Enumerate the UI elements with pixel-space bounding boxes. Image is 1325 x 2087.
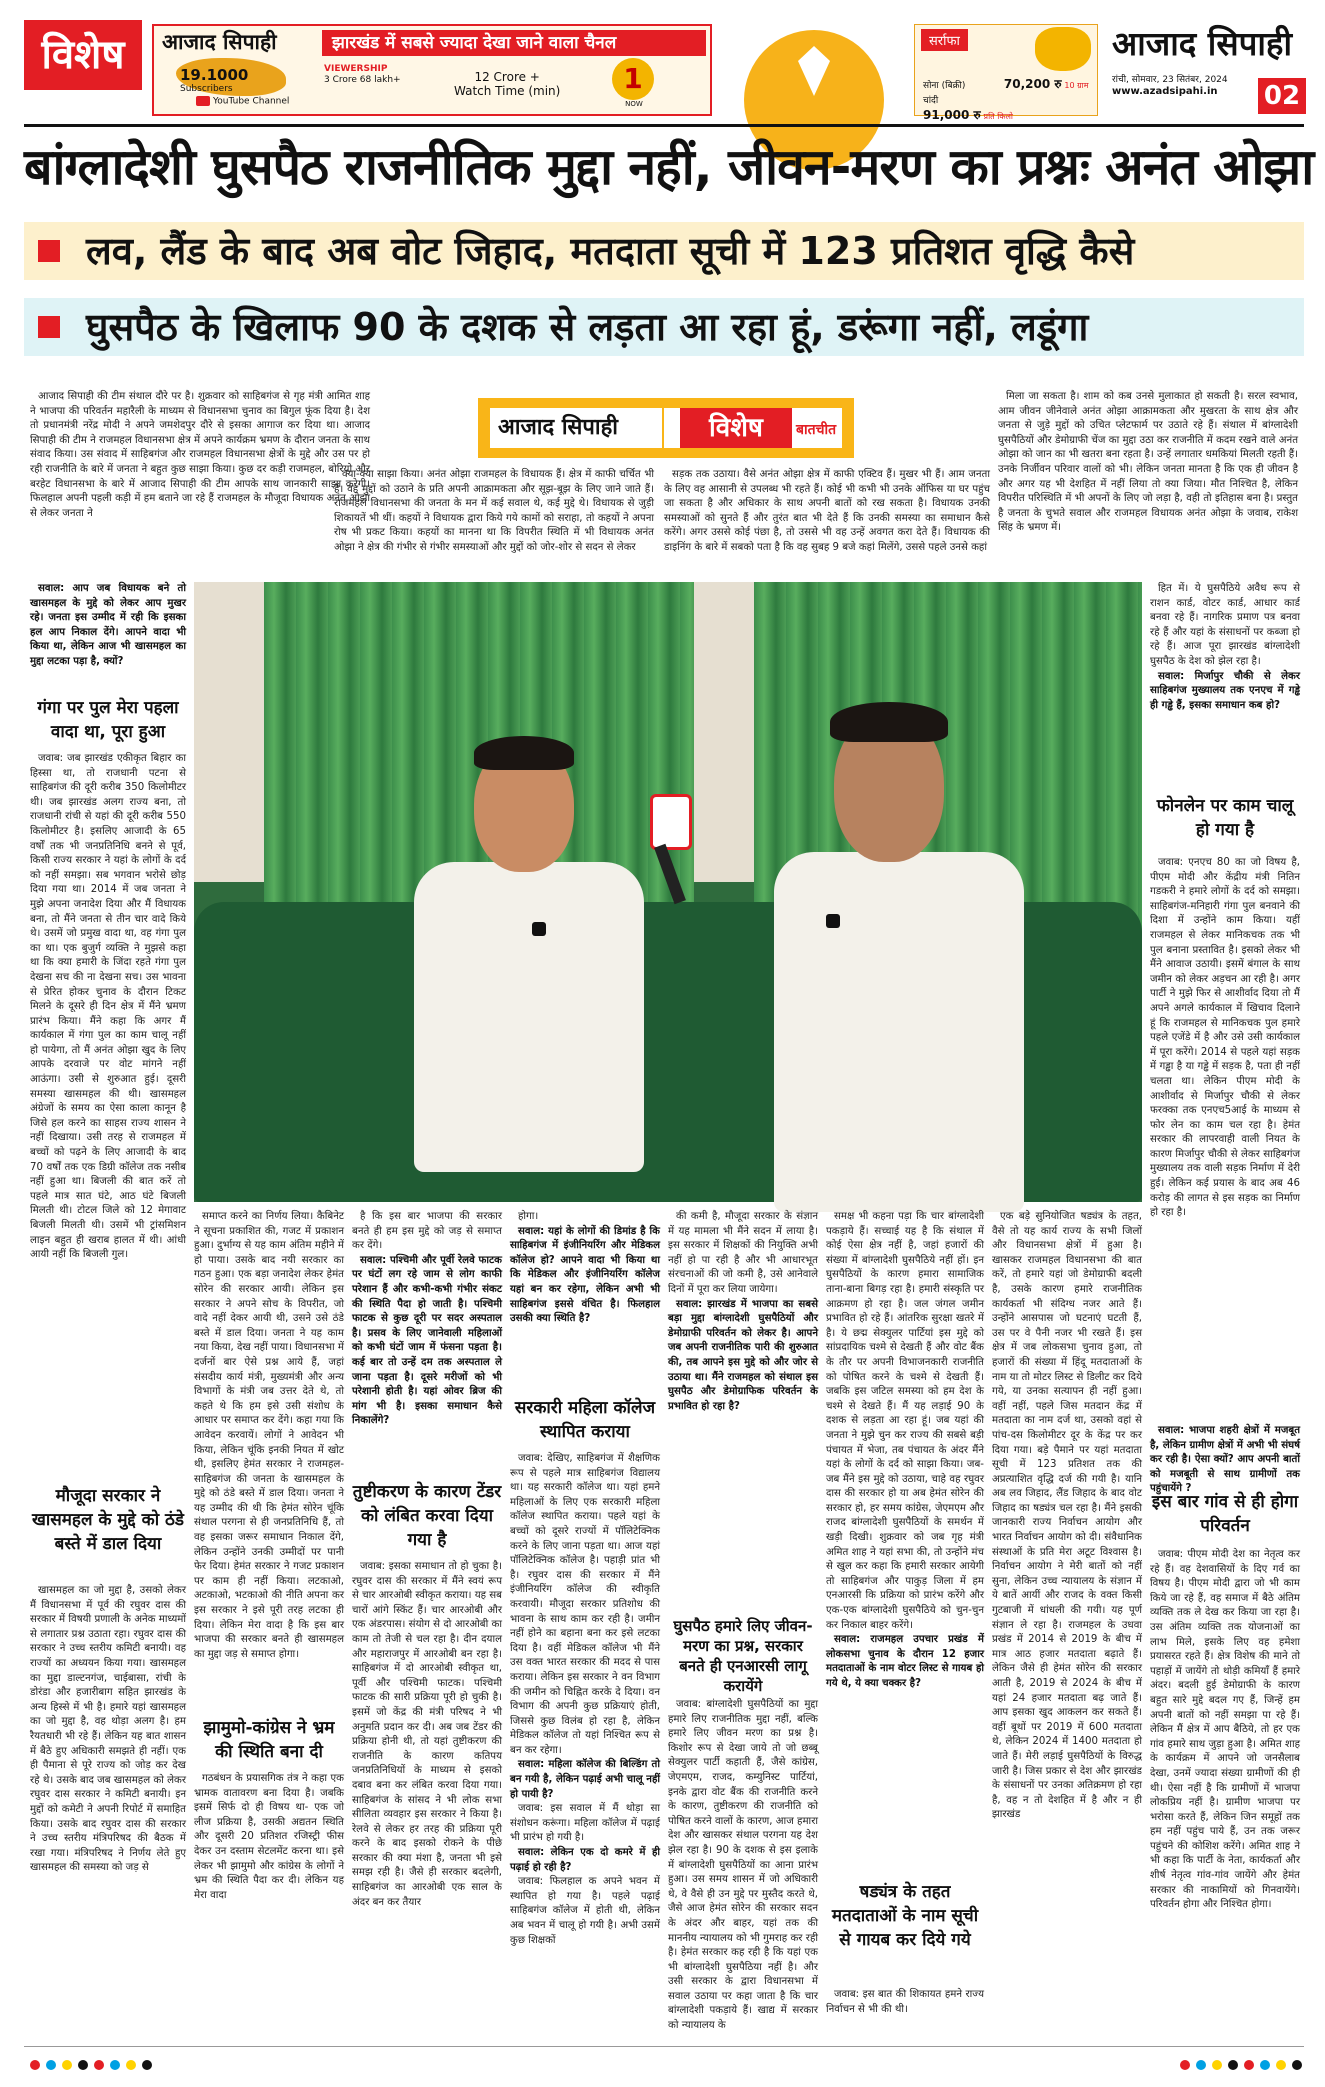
rate-value: 91,000 रु <box>923 108 981 122</box>
registration-dot-icon <box>94 2060 104 2070</box>
watch-time <box>454 70 560 98</box>
subscriber-count <box>180 66 248 94</box>
registration-dot-icon <box>1260 2060 1270 2070</box>
registration-dot-icon <box>1244 2060 1254 2070</box>
bottom-column-3b <box>352 1560 502 2042</box>
answer-text: जवाब: जब झारखंड एकीकृत बिहार का हिस्सा था, तो राजधानी पटना से साहिबगंज की दूरी करीब 350 किलोमीटर थी। जब झारखंड अलग राज्य बना, तो राजधानी रांची से यहां की दूरी करीब 550 किलोमीटर है। इसलिए आजादी के 65 वर्षों तक भी जनप्रतिनिधि बनने से पूर्व, किसी राज्य सरकार ने यहां के लोगों के दर्द को नहीं समझा। सब भगवान भरोसे छोड़ दिया गया था। 2014 में जब जनता ने मुझे अपना जनादेश दिया और मैं विधायक बना, तो मैंने जनता से तीन चार वादे किये थे। उसमें जो प्रमुख वादा था, वह गंगा पुल का था। एक बुजुर्ग व्यक्ति ने मुझसे कहा था कि क्या हमारी के जिंदा रहते गंगा पुल देखना सच की ना देखना सच। उस भावना से प्रेरित होकर चुनाव के दौरान टिकट मिलने के दूसरे ही दिन क्षेत्र में मैंने भ्रमण प्रारंभ किया। मैंने कहा कि अगर मैं कार्यकाल में गंगा पुल का काम चालू नहीं हो पायेगा, तो मैं अनंत ओझा खुद के लिए आपके दरवाजे पर वोट मांगने नहीं आऊंगा। उसी से शुरुआत हुई। दूसरी समस्या खासमहल की थी। खासमहल अंग्रेजों के समय का ऐसा काला कानून है जिसे हल करने का साहस राज्य शासन ने नहीं दिखाया। उसी तरह से राजमहल में बच्चों को पढ़ने के लिए आजादी के बाद 70 वर्षों तक एक डिग्री कॉलेज तक नसीब नहीं हुआ था। बिजली की बात करें तो पहले मात्र सात घंटे, आठ घंटे बिजली मिलती थी। टोटल जिले को 12 मेगावाट बिजली मिलती थी। उसमें भी ट्रांसमिशन लाइन बहुत ही खराब हालत में थी। आंधी आयी नहीं कि बिजली गुल। <box>30 753 186 1261</box>
rate-label: सोना (बिक्री) <box>923 81 966 91</box>
rate-row-silver <box>923 93 1093 123</box>
intro-column-2-top <box>382 390 474 470</box>
question-1 <box>30 582 186 694</box>
question-text: सवाल: मिर्जापुर चौकी से लेकर साहिबगंज मुख्यालय तक एनएच में गड्ढे ही गड्ढे हैं, इसका समाधान कब हो? <box>1150 670 1300 711</box>
banner-inner <box>490 408 842 448</box>
bullet-square-icon <box>38 240 60 262</box>
bottom-column-3 <box>352 1210 502 1478</box>
registration-dot-icon <box>1212 2060 1222 2070</box>
footer-rule <box>24 2046 1304 2047</box>
bottom-column-4 <box>510 1210 660 1394</box>
bottom-column-5 <box>668 1210 818 1614</box>
subhead-ganga-bridge: गंगा पर पुल मेरा पहला वादा था, पूरा हुआ <box>37 698 179 742</box>
subhead-womens-college: सरकारी महिला कॉलेज स्थापित कराया <box>514 1398 656 1442</box>
body-text: है कि इस बार भाजपा की सरकार बनते ही हम इस मुद्दे को जड़ से समाप्त कर देंगे। <box>352 1211 502 1252</box>
viewership-value: 3 Crore 68 lakh+ <box>324 75 401 85</box>
youtube-badge <box>196 96 289 107</box>
viewership-label: VIEWERSHIP <box>324 64 388 74</box>
registration-dot-icon <box>142 2060 152 2070</box>
question-text: सवाल: आप जब विधायक बने तो खासमहल के मुद्दे को लेकर आप मुखर रहे। जनता इस उम्मीद में रही कि इसका हल आप निकाल देंगे। आपने वादा भी किया था, लेकिन आज भी खासमहल का मुद्दा लटका पड़ा है, क्यों? <box>30 583 186 667</box>
deck-line-2 <box>24 298 1304 356</box>
watch-time-value: 12 Crore + <box>474 70 540 84</box>
intro-text: आजाद सिपाही की टीम संथाल दौरे पर है। शुक्रवार को साहिबगंज से गृह मंत्री आमित शाह ने भाजपा की परिवर्तन महारैली के माध्यम से विधानसभा चुनाव का बिगुल फूंक दिया है। देश तो प्रधानमंत्री नरेंद्र मोदी ने अपने जमशेदपुर दौरे से इसका आगाज कर दिया था। आजाद सिपाही की टीम ने राजमहल विधानसभा क्षेत्र में अपने कार्यक्रम भ्रमण के दौरान जनता के साथ संवाद किया। उस संवाद में साहिबगंज और राजमहल विधानसभा क्षेत्रों के मुद्दे और उस पर हो रही राजनीति के बारे में जनता ने बहुत कुछ साझा किया। कुछ दर कड़ी राजमहल, बोरियो और बरहेट विधानसभा के बारे में आजाद सिपाही की टीम आपके साथ जानकारी साझा करेगी। फिलहाल अपनी पहली कड़ी में हम बताने जा रहे हैं राजमहल के मौजूदा विधायक अनंत ओझा से लेकर जनता ने <box>30 391 370 519</box>
website-url: www.azadsipahi.in <box>1112 86 1218 97</box>
body-text: समक्ष भी कहना पड़ा कि चार बांग्लादेशी पकड़ाये हैं। सच्चाई यह है कि संथाल में कोई ऐसा क्षेत्र नहीं है, जहां हजारों की संख्या में बांग्लादेशी घुसपैठिये नहीं हों। इन घुसपैठियों के कारण हमारा सामाजिक ताना-बाना बिगड़ रहा है। हमारी संस्कृति पर आक्रमण हो रहा है। जल जंगल जमीन प्रभावित हो रहे हैं। आंतरिक सुरक्षा खतरे में है। ये छद्म सेक्युलर पार्टियां इस मुद्दे को सांप्रदायिक चश्मे से देखती हैं और वोट बैंक के तौर पर अपनी विभाजनकारी राजनीति को पोषित करने के चश्मे से देखती हैं। जबकि इस जटिल समस्या को हम देश के चश्मे से देखते हैं। मैं यह लड़ाई 90 के दशक से लड़ता आ रहा हूं। जब यहां की जनता ने मुझे चुन कर राज्य की सबसे बड़ी पंचायत में भेजा, तब पंचायत के अंदर मैंने यहां के लोगों के दर्द को साझा किया। जब-जब मैंने इस मुद्दे को उठाया, चाहे वह रघुवर दास की सरकार हो या अब हेमंत सोरेन की सरकार हो, हर समय कांग्रेस, जेएमएम और राजद बांग्लादेशी घुसपैठियों के समर्थन में खड़ी दिखी। शुक्रवार को जब गृह मंत्री अमित शाह ने यहां सभा की, तो उन्होंने मंच से खुल कर कहा कि हमारी सरकार आयेगी तो साहिबगंज और पाकुड़ जिला में हम एनआरसी कि प्रक्रिया को प्रारंभ करेंगे और एक-एक बांग्लादेशी घुसपैठिये को चुन-चुन कर निकाल बाहर करेंगे। <box>826 1211 984 1631</box>
deck-line-1 <box>24 222 1304 280</box>
registration-dot-icon <box>1228 2060 1238 2070</box>
answer-text: जवाब: इस बात की शिकायत हमने राज्य निर्वाचन से भी की थी। <box>826 1989 984 2015</box>
bottom-column-4b <box>510 1452 660 2042</box>
question-rural <box>1150 1424 1300 1495</box>
gold-bag-icon <box>1035 27 1091 71</box>
answer-text: खासमहल का जो मुद्दा है, उसको लेकर मैं विधानसभा में पूर्व की रघुवर दास की सरकार में विषयी प्रणाली के अनेक माध्यमों से लगातार प्रश्न उठाता रहा। रघुवर दास की सरकार ने उच्च स्तरीय कमिटी बनायी। वह राज्यों का अध्ययन किया गया। खासमहल का मुद्दा डाल्टनगंज, चाईबासा, रांची के डोरंडा और हजारीबाग सहित झारखंड के अन्य हिस्से में भी है। हमारे यहां खासमहल का जो मुद्दा है, वह थोड़ा अलग है। हम रैयतधारी भी रहे हैं। लेकिन यह बात शासन में बैठे हुए अधिकारी समझते ही नहीं। एक ही पैमाना से पूरे राज्य को जोड़ कर देख रहे थे। उसके बाद जब खासमहल को लेकर रघुवर दास सरकार ने कमिटी बनायी। इन मुद्दों को कमेटी ने अपनी रिपोर्ट में समाहित किया। उसके बाद रघुवर दास की सरकार ने उच्च स्तरीय मंत्रिपरिषद की बैठक में रखा गया। मंत्रिपरिषद ने निर्णय लेते हुए खासमहल की समस्या को जड़ से <box>30 1585 186 1874</box>
answer-text: जवाब: इसका समाधान तो हो चुका है। रघुवर दास की सरकार में मैंने स्वयं रूप से चार आरओबी स्वीकृत कराया। यह सब चारों आंगे स्किंट हैं। चार आरओबी और एक अंडरपास। संयोग से दो आरओबी का काम तो तेजी से चल रहा है। दीन दयाल और महाराजपुर में आरओबी बन रहा है। साहिबगंज में दो आरओबी स्वीकृत था, पूर्वी और पश्चिमी फाटक। पश्चिमी फाटक की सारी प्रक्रिया पूरी हो चुकी है। इसमें जो केंद्र की मंत्री परिषद ने भी अनुमति प्रदान कर दी। अब जब टेंडर की प्रक्रिया होनी थी, तो यहां तुष्टीकरण की राजनीति के कारण कतिपय जनप्रतिनिधियों के माध्यम से इसको दबाव बना कर लंबित करवा दिया गया। साहिबगंज के सांसद ने भी लोक सभा सीलिता व्यवहार इस सरकार ने किया है। रेलवे से लेकर हर तरह की प्रक्रिया पूरी करने के बाद इसको रोकने के पीछे सरकार की क्या मंशा है, जनता भी इसे समझ रही है। जैसे ही सरकार बदलेगी, साहिबगंज का आरओबी एक साल के अंदर बन कर तैयार <box>352 1561 503 1908</box>
subhead-confusion: झामुमो-कांग्रेस ने भ्रम की स्थिति बना दी <box>203 1718 335 1762</box>
right-column-text <box>1150 582 1300 778</box>
subhead-village-change: इस बार गांव से ही होगा परिवर्तन <box>1151 1492 1299 1536</box>
subhead-fourlane: फोनलेन पर काम चालू हो गया है <box>1156 796 1294 840</box>
intro-column-3 <box>664 468 990 574</box>
registration-dot-icon <box>1180 2060 1190 2070</box>
question-text: सवाल: लेकिन एक दो कमरे में ही पढ़ाई हो रही है? <box>510 1847 660 1873</box>
answer-text: जवाब: इस सवाल में मैं थोड़ा सा संशोधन करूंगा। महिला कॉलेज में पढ़ाई भी प्रारंभ हो गयी है। <box>510 1803 660 1844</box>
rate-value: 70,200 रु <box>1003 77 1062 91</box>
banner-divider <box>662 408 664 448</box>
reporter-hair <box>830 702 948 742</box>
bottom-column-2 <box>194 1210 344 1712</box>
answer-nh80 <box>1150 856 1300 1424</box>
viewership <box>324 64 401 86</box>
question-text: सवाल: पश्चिमी और पूर्वी रेलवे फाटक पर घंटों लग रहे जाम से लोग काफी परेशान हैं और कभी-कभी गंभीर संकट की स्थिति पैदा हो जाती है। पश्चिमी फाटक से कुछ दूरी पर सदर अस्पताल है। प्रसव के लिए जानेवाली महिलाओं को कभी घंटों जाम में फंसना पड़ता है। कई बार तो उन्हें दम तक अस्पताल ले जाना पड़ता है। दूसरे मरीजों को भी परेशानी होती है। यहां ओवर ब्रिज की मांग भी है। इसका समाधान कैसे निकालेंगे? <box>352 1254 502 1427</box>
date-line: रांची, सोमवार, 23 सितंबर, 2024 <box>1112 75 1228 85</box>
answer-1 <box>30 752 186 1480</box>
body-text: होगा। <box>518 1211 539 1222</box>
pen-nib-logo <box>724 20 904 116</box>
subscriber-label: Subscribers <box>180 84 233 94</box>
politician-hair <box>474 736 574 770</box>
intro-text: क्या-क्या साझा किया। अनंत ओझा राजमहल के विधायक हैं। क्षेत्र में काफी चर्चित भी हैं। वह मुद्दों को उठाने के प्रति अपनी आक्रामकता और सूझ-बूझ के लिए जाने जाते हैं। राजमहल विधानसभा की जनता के मन में कई सवाल थे, कई मुद्दे थे। विधायक से जुड़ी शिकायतें भी थीं। कहयों ने विधायक द्वारा किये गये कामों को सराहा, तो कहयों ने अपना रोष भी प्रकट किया। कहयों का मानना था कि विपरीत स्थिति में भी विधायक अनंत ओझा ने क्षेत्र की गंभीर से गंभीर समस्याओं और मुद्दों को जोर-शोर से सदन से लेकर <box>334 469 654 553</box>
subhead-tender: तुष्टीकरण के कारण टेंडर को लंबित करवा दिया गया है <box>352 1482 502 1550</box>
rate-unit: प्रति किलो <box>983 112 1013 121</box>
intro-text: मिला जा सकता है। शाम को कब उनसे मुलाकात हो सकती है। सरल स्वभाव, आम जीवन जीनेवाले अनंत ओझा आक्रामकता और मुखरता के साथ क्षेत्र और जनता से जुड़े मुद्दों को उचित प्लेटफार्म पर उठाते रहे हैं। संथाल में बांग्लादेशी घुसपैठियों और डेमोग्राफी चेंज का मुद्दा उठा कर राजनीति में कदम रखने वाले अनंत ओझा को जान का भी खतरा बना रहता है। उन्हें लगातार धमकियां मिलती रहती हैं। उनके निर्जीवन परिवार वालों को भी। लेकिन जनता मानता है कि एक ही जीवन है और अगर यह भी देशहित में नहीं लिया तो क्या जिया। मौत निश्चित है, लेकिन विपरीत परिस्थिति में भी अपनों के लिए जो लड़ा है, वही तो इतिहास बना है। प्रस्तुत है जनता के चुभते सवाल और राजमहल विधायक अनंत ओझा के जवाब, राकेश सिंह के भ्रमण में। <box>998 391 1298 534</box>
answer-text: जवाब: देखिए, साहिबगंज में शैक्षणिक रूप से पहले मात्र साहिबगंज विद्यालय था। यह सरकारी कॉलेज था। यहां हमने महिलाओं के लिए एक सरकारी महिला कॉलेज स्थापित कराया। पहले यहां के बच्चों को दूसरे राज्यों में पॉलिटेक्निक करने के लिए जाना पड़ता था। आज यहां पॉलिटेक्निक कॉलेज है। पहाड़ी प्रांत भी है। रघुवर दास की सरकार में मैंने इंजीनियरिंग कॉलेज की स्वीकृति करवायी। मौजूदा सरकार प्रतिशोध की भावना के साथ काम कर रही है। जमीन नहीं होने का बहाना बना कर इसे लटका दिया है। वहीं मेडिकल कॉलेज भी मैंने उस वक्त भारत सरकार की मदद से पास कराया। लेकिन इस सरकार ने वन विभाग की जमीन को चिह्नित करके दे दिया। वन विभाग की अपनी कुछ प्रक्रियाएं होती, जिससे कुछ विलंब हो रहा है, लेकिन मेडिकल कॉलेज तो यहां निश्चित रूप से बन कर रहेगा। <box>510 1453 660 1756</box>
registration-dot-icon <box>1196 2060 1206 2070</box>
main-headline: बांग्लादेशी घुसपैठ राजनीतिक मुद्दा नहीं, जीवन-मरण का प्रश्नः अनंत ओझा <box>24 138 1314 196</box>
bottom-column-6 <box>826 1210 984 1876</box>
interview-photo <box>194 582 1142 1202</box>
body-text: हित में। ये घुसपैठिये अवैध रूप से राशन कार्ड, वोटर कार्ड, आधार कार्ड बनवा रहे हैं। नागरिक प्रमाण पत्र बनवा रहे हैं और यहां के संसाधनों पर कब्जा हो रहे हैं। आज पूरा झारखंड बांग्लादेशी घुसपैठ के देश को झेल रहा है। <box>1150 583 1300 667</box>
answer-rural <box>1150 1548 1300 2042</box>
banner-kind: बातचीत <box>796 422 837 438</box>
registration-dot-icon <box>1292 2060 1302 2070</box>
newspaper-name: आजाद सिपाही <box>1112 24 1292 63</box>
deck-text: लव, लैंड के बाद अब वोट जिहाद, मतदाता सूची में 123 प्रतिशत वृद्धि कैसे <box>86 229 1135 273</box>
white-kurta <box>414 862 644 1172</box>
ad-left-panel <box>162 28 312 114</box>
section-banner <box>478 398 854 458</box>
youtube-label: YouTube Channel <box>213 96 290 107</box>
answer-text: जवाब: एनएच 80 का जो विषय है, पीएम मोदी और केंद्रीय मंत्री नितिन गडकरी ने हमारे लोगों के दर्द को समझा। साहिबगंज-मनिहारी गंगा पुल बनवाने की दिशा में उन्होंने काम किया। यहीं राजमहल से लेकर मानिकचक तक भी पुल बनाना प्रस्तावित है। इसको लेकर भी मैंने आवाज उठायी। इसमें बंगाल के साथ जमीन को लेकर अड़चन आ रही है। अगर पार्टी ने मुझे फिर से आशीर्वाद दिया तो मैं अपने अगले कार्यकाल में खिचाव दिलाने हूं कि राजमहल से मानिकचक पुल हमारे पहले एजेंडे में है और उसे उसी कार्यकाल में पूरा करेंगे। 2014 से पहले यहां सड़क में गड्ढा है या गड्ढे में सड़क है, पता ही नहीं चलता था। लेकिन पीएम मोदी के आशीर्वाद से मिर्जापुर चौकी से लेकर फरक्का तक एनएच5आई के माध्यम से फोर लेन का काम चल रहा है। हेमंत सरकार की लापरवाही वाली नियत के कारण मिर्जापुर चौकी से लेकर साहिबगंज मुख्यालय तक वाली सड़क निर्माण में देरी हुई। लेकिन कई प्रयास के बाद अब 46 करोड़ की लागत से इस सड़क का निर्माण हो रहा है। <box>1150 857 1300 1219</box>
rank-label: NOW <box>625 100 643 108</box>
question-text: सवाल: यहां के लोगों की डिमांड है कि साहिबगंज में इंजीनियरिंग और मेडिकल कॉलेज हो? आपने वादा भी किया था कि मेडिकल और इंजीनियरिंग कॉलेज यहां बन कर रहेगा, लेकिन अभी भी साहिबगंज इससे वंचित है। फिलहाल उसकी क्या स्थिति है? <box>510 1225 660 1325</box>
subscriber-value: 19.1000 <box>180 66 249 84</box>
masthead-divider <box>24 124 1304 127</box>
page-number: 02 <box>1258 78 1306 114</box>
masthead <box>24 20 1304 120</box>
registration-dot-icon <box>46 2060 56 2070</box>
channel-advertisement <box>152 24 712 116</box>
question-text: सवाल: भाजपा शहरी क्षेत्रों में मजबूत है, लेकिन ग्रामीण क्षेत्रों में अभी भी संघर्ष कर रही है। ऐसा क्यों? आप अपनी बातों को मजबूती से साथ ग्रामीणों तक पहुंचायेंगे ? <box>1150 1425 1300 1495</box>
body-text: एक बड़े सुनियोजित षड्यंत्र के तहत, वैसे तो यह कार्य राज्य के सभी जिलों और विधानसभा क्षेत्रों में हुआ है। खासकर राजमहल विधानसभा की बात करें, तो हमारे यहां जो डेमोग्राफी बदली है, उसके कारण हमारे राजनीतिक कार्यकर्ता भी संदिग्ध नजर आते हैं। उन्होंने आसपास जो घटनाएं घटती हैं, उस पर वे पैनी नजर भी रखते हैं। इस क्षेत्र में जब लोकसभा चुनाव हुआ, तो हजारों की संख्या में हिंदू मतदाताओं के नाम या तो मोटर लिस्ट से डिलीट कर दिये गये, या उनका सत्यापन ही नहीं हुआ। वहीं नहीं, पहले जिस मतदान केंद्र में मतदाता का नाम दर्ज था, उसको वहां से पांच-दस किलोमीटर दूर के केंद्र पर कर दिया गया। बड़े पैमाने पर यहां मतदाता सूची में 123 प्रतिशत तक की अप्रत्याशित वृद्धि दर्ज की गयी है। यानि अब लव जिहाद, लैंड जिहाद के बाद वोट जिहाद का षड्यंत्र चल रहा है। मैंने इसकी जानकारी राज्य निर्वाचन आयोग और भारत निर्वाचन आयोग को दी। संवैधानिक संस्थाओं के प्रति मेरा अटूट विश्वास है। निर्वाचन आयोग ने मेरी बातों को नहीं सुना, लेकिन उच्च न्यायालय के संज्ञान में ये बातें आयीं और राजद के वक्त किसी गुटबाजी में धांधली की गयी। यह पूर्ण संज्ञान ले रहा है। राजमहल के उधवा प्रखंड में 2014 से 2019 के बीच में मात्र आठ हजार मतदाता बढ़ाते हैं। लेकिन जैसे ही हेमंत सोरेन की सरकार आती है, 2019 से 2024 के बीच में यहां 24 हजार मतदाता बढ़ जाते हैं। आप इसका खुद आकलन कर सकते हैं। वहीं बूथों पर 2019 में 600 मतदाता थे, लेकिन 2024 में 1400 मतदाता हो जाते हैं। मेरी लड़ाई घुसपैठियों के विरुद्ध जारी है। जिस प्रकार से देश और झारखंड के संसाधनों पर उनका अतिक्रमण हो रहा है, वह न तो देशहित में है और न ही झारखंड <box>992 1211 1142 1821</box>
body-text: समाप्त करने का निर्णय लिया। कैबिनेट ने सूचना प्रकाशित की, गजट में प्रकाशन हुआ। दुर्भाग्य से यह काम अंतिम महीने में हो पाया। उसके बाद नयी सरकार का गठन हुआ। एक बड़ा जनादेश लेकर हेमंत सोरेन की सरकार आयी। लेकिन इस सरकार ने अपने सोच के विपरीत, जो वादे नहीं देकर आयी थी, उसने उसे ठंडे बस्ते में डाल दिया। जनता ने यह काम नया किया, देख नहीं पाया। विधानसभा में दर्जनों बार ऐसे प्रश्न आये हैं, जहां संसदीय कार्य मंत्री, मुख्यमंत्री और अन्य विभागों के मंत्री जब उत्तर देते थे, तो कहते थे कि हम इसे उसी संशोध के आधार पर समाप्त कर देंगे। कहा गया कि आवेदन करवायें। लोगों ने आवेदन भी किया, लेकिन चूंकि इनकी नियत में खोट थी, इसलिए हेमंत सरकार ने राजमहल-साहिबगंज की जनता के खासमहल के मुद्दे को ठंडे बस्ते में डाल दिया। जनता ने यह उम्मीद की थी कि हेमंत सोरेन चूंकि संथाल परगना से ही जनप्रतिनिधि हैं, तो वह इसका जरूर समाधान निकाल देंगे, लेकिन उन्होंने उनकी उम्मीदों पर पानी फेर दिया। हेमंत सरकार ने गजट प्रकाशन पर काम ही नहीं किया। लटकाओ, अटकाओ, भटकाओ की नीति अपना कर इस सरकार ने इसे पूरी तरह लटका ही दिया। लेकिन मेरा वादा है कि इस बार भाजपा की सरकार बनते ही खासमहल का मुद्दा जड़ से समाप्त होगा। <box>194 1211 344 1660</box>
bullet-square-icon <box>38 316 60 338</box>
intro-column-1 <box>30 390 370 572</box>
watch-time-label: Watch Time (min) <box>454 84 561 98</box>
bottom-column-5b <box>668 1698 818 2042</box>
wall-left <box>194 582 264 882</box>
rank-badge <box>594 58 674 116</box>
bullion-rates <box>914 24 1098 122</box>
section-label: विशेष <box>24 20 142 90</box>
lapel-mic-icon <box>532 922 546 936</box>
wall-middle <box>694 582 754 882</box>
body-text: की कमी है, मौजूदा सरकार के संज्ञान में यह मामला भी मैंने सदन में लाया है। इस सरकार में शिक्षकों की नियुक्ति अभी नहीं हो पा रही है और भी आधारभूत संरचनाओं की जो कमी है, उसे आनेवाले दिनों में पूरा कर लिया जायेगा। <box>668 1211 818 1295</box>
politician-figure <box>404 732 644 1172</box>
registration-dot-icon <box>126 2060 136 2070</box>
subhead-voter-names: षड्यंत्र के तहत मतदाताओं के नाम सूची से गायब कर दिये गये <box>831 1882 979 1950</box>
footer-color-dots-left <box>30 2055 158 2069</box>
banner-paper: आजाद सिपाही <box>498 415 618 440</box>
bottom-column-2b <box>194 1772 344 2042</box>
channel-mic-icon <box>650 794 692 850</box>
registration-dot-icon <box>62 2060 72 2070</box>
answer-text: जवाब: बांग्लादेशी घुसपैठियों का मुद्दा हमारे लिए राजनीतिक मुद्दा नहीं, बल्कि हमारे लिए जीवन मरण का प्रश्न है। किशोर रूप से देखा जाये तो जो छब्बू सेक्युलर पार्टी कहाती हैं, जैसे कांग्रेस, जेएमएम, राजद, कम्युनिस्ट पार्टियां, इनके द्वारा वोट बैंक की राजनीति करने के कारण, तुष्टीकरण की राजनीति को पोषित करने वालों के कारण, आज हमारा देश और खासकर संथाल परगना यह देश झेल रहा है। 90 के दशक से इस इलाके में बांग्लादेशी घुसपैठियों का आना प्रारंभ हुआ। उस समय शासन में जो अधिकारी थे, वे वैसे ही उन मुद्दे पर मुस्तैद करते थे, जैसे आज हेमंत सोरेन की सरकार सदन के अंदर और बाहर, यहां तक की माननीय न्यायालय को भी गुमराह कर रही है। हेमंत सरकार कह रही है कि यहां एक भी बांग्लादेशी घुसपैठिया नहीं है। और उसी सरकार के द्वारा विधानसभा में सवाल उठाया पर कहा जाता है कि चार बांग्लादेशी पकड़ाये हैं। खाद्य में सरकार को न्यायालय के <box>668 1699 818 2032</box>
lapel-mic-icon <box>826 914 840 928</box>
rate-label: चांदी <box>923 96 939 106</box>
ad-brand: आजाद सिपाही <box>162 29 277 54</box>
banner-special: विशेष <box>680 408 792 448</box>
reporter-shirt <box>774 852 1024 1212</box>
answer-2 <box>30 1584 186 2040</box>
reporter-figure <box>774 702 1034 1202</box>
answer-text: जवाब: पीएम मोदी देश का नेतृत्व कर रहे हैं। वह देशवासियों के दिए गर्व का विषय है। पीएम मोदी द्वारा जो भी काम किये जा रहे हैं, वह समाज में बैठे अंतिम व्यक्ति तक ले देख कर किया जा रहा है। उस अंतिम व्यक्ति तक योजनाओं का लाभ मिले, इसके लिए वह हमेशा प्रयासरत रहते हैं। क्षेत्र विशेष की माने तो पहाड़ों में जायेंगे तो थोड़ी कमियाँ हैं हमारे अंदर। बदली हुई डेमोग्राफी के कारण बहुत सारे मुद्दे बदल गए हैं, जिन्हें हम अपनी बातों को नहीं समझा पा रहे हैं। लेकिन मैं क्षेत्र में आप बैठिये, तो हर एक गांव हमारे साथ जुड़ा हुआ है। अमित शाह के कार्यक्रम में आपने जो जनसैलाब देखा, उनमें ज्यादा संख्या ग्रामीणों की ही थी। ऐसा नहीं है कि ग्रामीणों में भाजपा लोकप्रिय नहीं है। ग्रामीण भाजपा पर भरोसा करते हैं, लेकिन जिन समूहों तक हम नहीं पहुंच पाये हैं, उन तक जरूर पहुंचने की कोशिश करेंगे। अमित शाह ने भी कहा कि पार्टी के नेता, कार्यकर्ता और शीर्ष नेतृत्व गांव-गांव जायेंगे और हेमंत सरकार की नाकामियों को गिनवायेंगे। परिवर्तन होगा और निश्चित होगा। <box>1150 1549 1300 1911</box>
rates-title: सर्राफा <box>921 29 968 51</box>
subhead-nrc: घुसपैठ हमारे लिए जीवन-मरण का प्रश्न, सरकार बनते ही एनआरसी लागू करायेंगे <box>673 1617 813 1695</box>
answer-text: जवाब: फिलहाल क अपने भवन में स्थापित हो गया है। पहले पढ़ाई साहिबगंज कॉलेज में होती थी, लेकिन अब भवन में चालू हो गयी है। अभी उसमें कुछ शिक्षकों <box>510 1876 660 1946</box>
registration-dot-icon <box>30 2060 40 2070</box>
intro-column-4 <box>998 390 1298 572</box>
question-text: सवाल: राजमहल उपचार प्रखंड में लोकसभा चुनाव के दौरान 12 हजार मतदाताओं के नाम वोटर लिस्ट से गायब हो गये थे, ये क्या चक्कर है? <box>826 1634 984 1689</box>
bottom-column-6b <box>826 1988 984 2042</box>
registration-dot-icon <box>110 2060 120 2070</box>
registration-dot-icon <box>1276 2060 1286 2070</box>
question-text: सवाल: महिला कॉलेज की बिल्डिंग तो बन गयी है, लेकिन पढ़ाई अभी चालू नहीं हो पायी है? <box>510 1759 660 1800</box>
ad-headline: झारखंड में सबसे ज्यादा देखा जाने वाला चैनल <box>322 30 706 56</box>
question-text: सवाल: झारखंड में भाजपा का सबसे बड़ा मुद्दा बांग्लादेशी घुसपैठियों और डेमोग्राफी परिवर्तन को लेकर है। आपने जब अपनी राजनीतिक पारी की शुरुआत की, तब आपने इस मुद्दे को और जोर से उठाया था। मैंने राजमहल को संथाल इस घुसपैठ और डेमोग्राफिक परिवर्तन के प्रभावित हो रहा है? <box>668 1298 818 1412</box>
registration-dot-icon <box>78 2060 88 2070</box>
rate-unit: 10 ग्राम <box>1064 81 1089 90</box>
bottom-column-7 <box>992 1210 1142 2042</box>
body-text: गठबंधन के प्रयासगिक तंत्र ने कहा एक भ्रामक वातावरण बना दिया है। जबकि इसमें सिर्फ दो ही विषय था- एक जो लीज प्रक्रिया है, उसकी अद्यतन स्थिति और दूसरी 20 प्रतिशत रजिस्ट्री फीस देकर उन दस्ताम सेटलमेंट करना था। इसे लेकर भी झामुमो और कांग्रेस के लोगों ने भ्रम की स्थिति पैदा कर दी। लेकिन यह मेरा वादा <box>194 1773 344 1901</box>
youtube-icon <box>196 96 210 106</box>
deck-text: घुसपैठ के खिलाफ 90 के दशक से लड़ता आ रहा हूं, डरूंगा नहीं, लडूंगा <box>86 305 1089 349</box>
intro-column-2 <box>334 468 654 574</box>
rank-number: 1 <box>612 58 654 100</box>
intro-text: सड़क तक उठाया। वैसे अनंत ओझा क्षेत्र में काफी एक्टिव हैं। मुखर भी हैं। आम जनता के लिए वह आसानी से उपलब्ध भी रहते हैं। कोई भी कभी भी उनके ऑफिस या घर पहुंच जा सकता है और अधिकार के साथ अपनी बातों को रख सकता है। विधायक उनकी समस्याओं को सुनते हैं और तुरंत बात भी देते हैं कि उनकी समस्या का समाधान कैसे करेंगे। अगर उससे कोई पंछा है, तो उससे भी वह उन्हें अवगत करा देते हैं। विधायक की डाइनिंग के बारे में सबको पता है कि वह सुबह 9 बजे कहां मिलेंगे, उससे पहले उनसे कहां <box>664 469 990 553</box>
rate-row-gold <box>923 75 1093 92</box>
subhead-khasmahal: मौजूदा सरकार ने खासमहल के मुद्दे को ठंडे बस्ते में डाल दिया <box>31 1486 185 1554</box>
footer-color-dots-right <box>1180 2055 1308 2069</box>
